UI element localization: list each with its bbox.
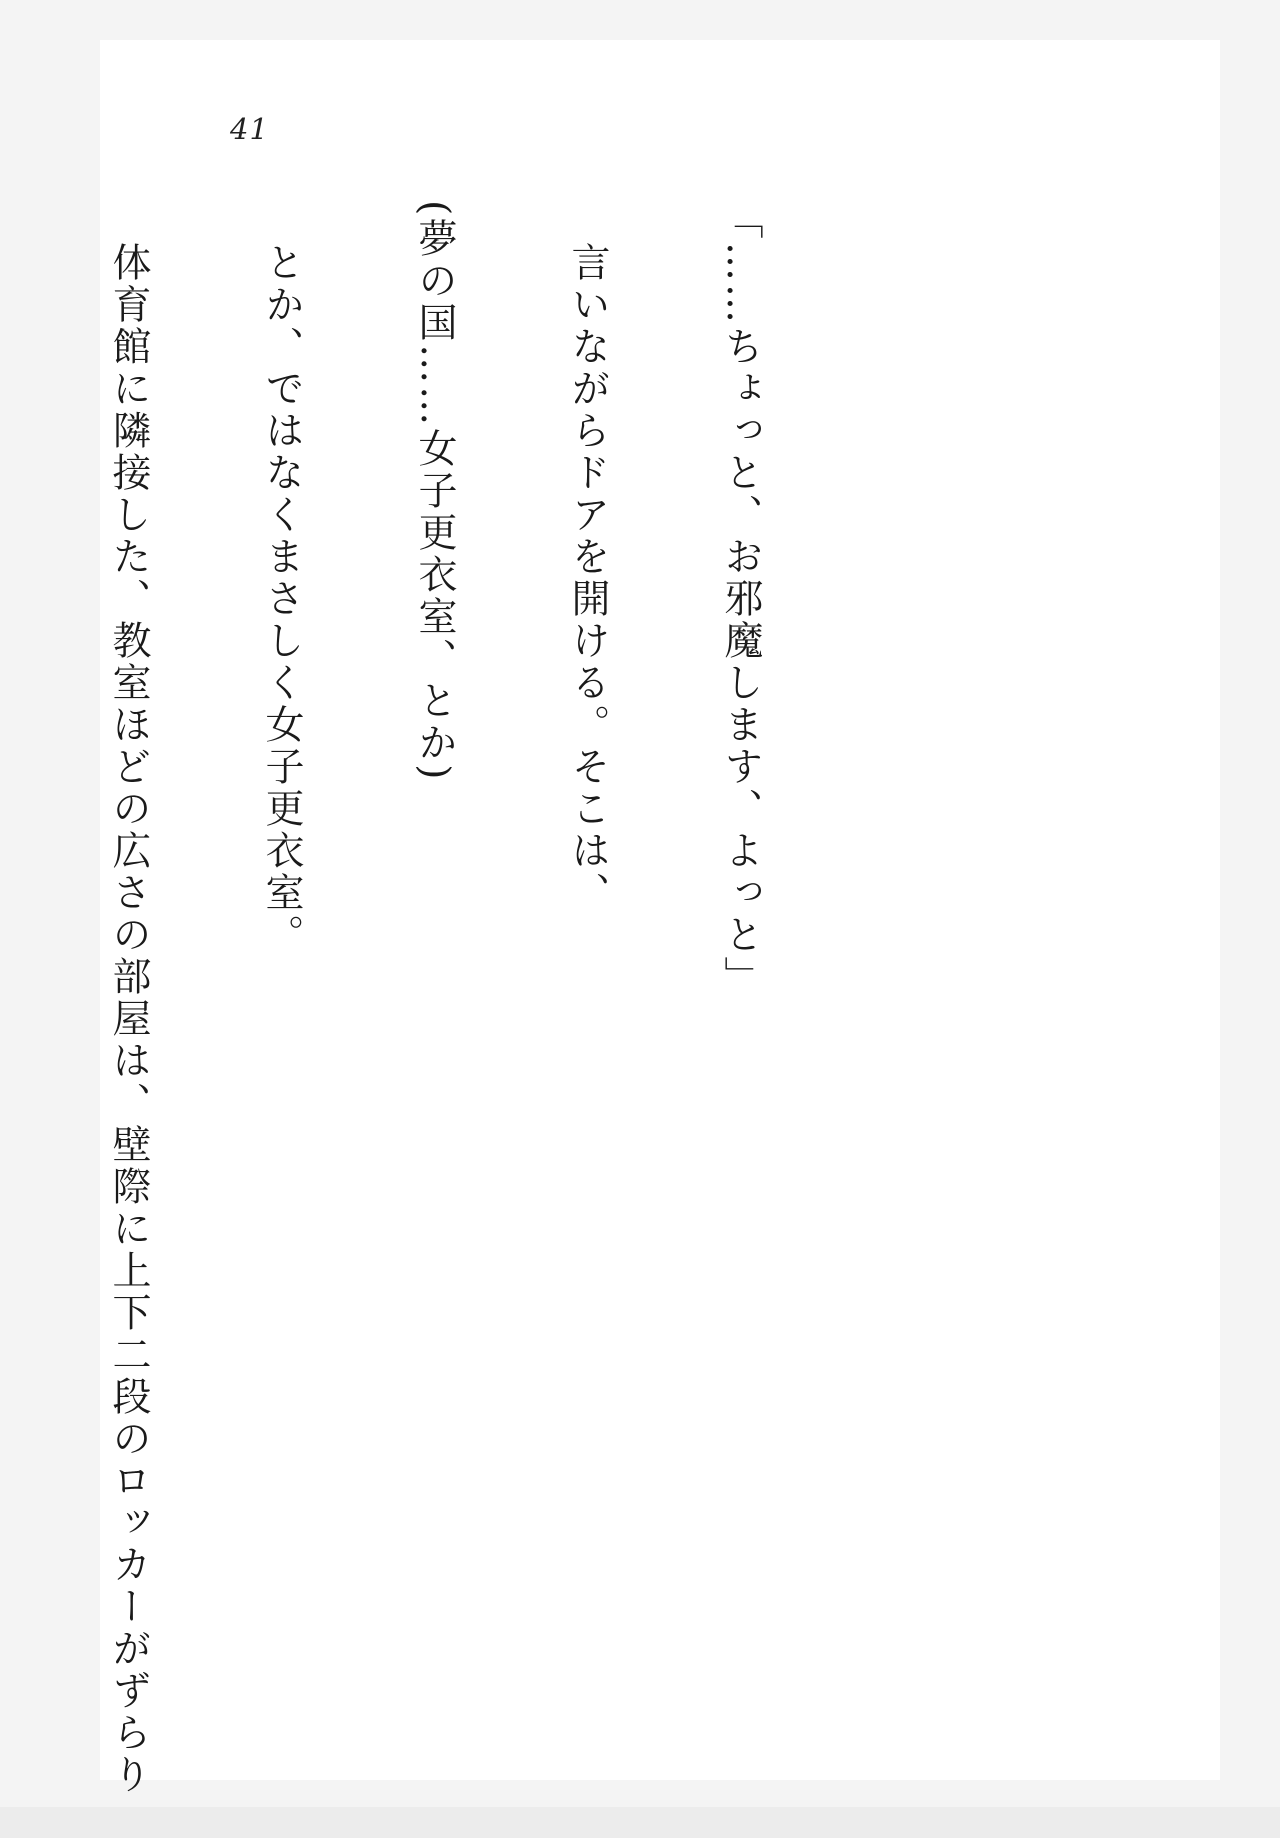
page-number: 41 bbox=[230, 112, 269, 146]
text-line: 体育館に隣接した、教室ほどの広さの部屋は、壁際に上下二段のロッカーがずらり bbox=[106, 200, 151, 1796]
text-line: 言いながらドアを開ける。そこは、 bbox=[565, 200, 610, 914]
text-line bbox=[0, 200, 1, 1690]
text-line: (夢の国……女子更衣室、とか) bbox=[412, 200, 457, 783]
text-line: とか、ではなくまさしく女子更衣室。 bbox=[259, 200, 304, 956]
text-line: 「……ちょっと、お邪魔します、よっと」 bbox=[718, 200, 763, 998]
vertical-text-body bbox=[0, 200, 868, 1796]
